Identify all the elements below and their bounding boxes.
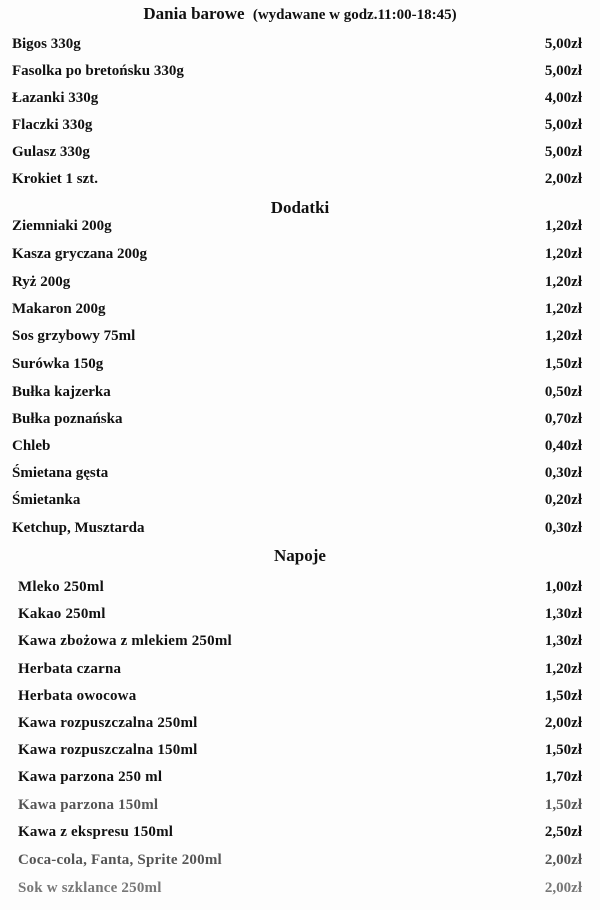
section-title-dodatki (0, 198, 600, 218)
item-name: Kawa parzona 250 ml (18, 769, 163, 785)
section-heading: Dodatki (270, 198, 330, 217)
item-name: Herbata czarna (18, 661, 122, 677)
menu-item (0, 631, 600, 651)
item-price: 4,00zł (544, 90, 582, 106)
menu-item (0, 463, 600, 483)
serving-hours-note: (wydawane w godz.11:00-18:45) (252, 7, 457, 23)
menu-item (0, 326, 600, 346)
item-price: 1,20zł (544, 301, 582, 317)
item-price: 5,00zł (544, 63, 582, 79)
menu-item (0, 822, 600, 842)
menu-item (0, 61, 600, 81)
item-price: 2,00zł (544, 880, 582, 896)
menu-item (0, 850, 600, 870)
item-price: 0,40zł (544, 438, 582, 454)
item-price: 0,30zł (544, 520, 582, 536)
menu-item (0, 354, 600, 374)
menu-item (0, 436, 600, 456)
item-name: Kawa z ekspresu 150ml (18, 824, 174, 840)
item-price: 2,50zł (544, 824, 582, 840)
item-price: 1,30zł (544, 633, 582, 649)
item-price: 1,30zł (544, 606, 582, 622)
menu-item (0, 115, 600, 135)
item-name: Chleb (12, 438, 51, 454)
menu-item (0, 713, 600, 733)
item-price: 1,20zł (544, 218, 582, 234)
item-price: 1,20zł (544, 246, 582, 262)
item-price: 1,20zł (544, 274, 582, 290)
item-name: Surówka 150g (12, 356, 104, 372)
item-price: 0,50zł (544, 384, 582, 400)
item-price: 0,20zł (544, 492, 582, 508)
item-price: 0,30zł (544, 465, 582, 481)
menu-item (0, 142, 600, 162)
item-name: Łazanki 330g (12, 90, 99, 106)
item-name: Kawa zbożowa z mlekiem 250ml (18, 633, 232, 649)
item-price: 1,50zł (544, 797, 582, 813)
section-title-napoje (0, 546, 600, 566)
item-price: 1,20zł (544, 661, 582, 677)
item-price: 2,00zł (544, 852, 582, 868)
menu-item (0, 740, 600, 760)
menu-item (0, 299, 600, 319)
item-price: 2,00zł (544, 715, 582, 731)
item-price: 1,50zł (544, 688, 582, 704)
item-name: Makaron 200g (12, 301, 106, 317)
item-name: Kakao 250ml (18, 606, 106, 622)
item-name: Bułka kajzerka (12, 384, 111, 400)
menu-item (0, 518, 600, 538)
menu-item (0, 216, 600, 236)
item-name: Kawa parzona 150ml (18, 797, 159, 813)
item-price: 1,50zł (544, 742, 582, 758)
item-name: Mleko 250ml (18, 579, 104, 595)
menu-item (0, 490, 600, 510)
item-name: Bułka poznańska (12, 411, 123, 427)
item-name: Kawa rozpuszczalna 250ml (18, 715, 198, 731)
item-price: 1,00zł (544, 579, 582, 595)
section-heading: Dania barowe (143, 4, 245, 23)
menu-item (0, 795, 600, 815)
menu-item (0, 659, 600, 679)
menu-item (0, 244, 600, 264)
menu-item (0, 88, 600, 108)
menu-item (0, 604, 600, 624)
menu-item (0, 169, 600, 189)
item-name: Gulasz 330g (12, 144, 90, 160)
section-heading: Napoje (274, 546, 326, 565)
item-name: Bigos 330g (12, 36, 81, 52)
menu-item (0, 409, 600, 429)
item-price: 2,00zł (544, 171, 582, 187)
item-name: Sok w szklance 250ml (18, 880, 162, 896)
item-name: Fasolka po bretońsku 330g (12, 63, 184, 79)
item-price: 5,00zł (544, 117, 582, 133)
item-name: Kasza gryczana 200g (12, 246, 147, 262)
menu-item (0, 272, 600, 292)
item-price: 1,70zł (544, 769, 582, 785)
item-name: Ziemniaki 200g (12, 218, 112, 234)
menu-item (0, 878, 600, 898)
menu-item (0, 382, 600, 402)
item-name: Kawa rozpuszczalna 150ml (18, 742, 198, 758)
item-name: Ryż 200g (12, 274, 71, 290)
item-name: Flaczki 330g (12, 117, 93, 133)
section-title-dania-barowe (0, 4, 600, 25)
menu-item (0, 577, 600, 597)
item-price: 0,70zł (544, 411, 582, 427)
item-price: 1,50zł (544, 356, 582, 372)
item-name: Śmietanka (12, 492, 81, 508)
item-name: Coca-cola, Fanta, Sprite 200ml (18, 852, 222, 868)
menu-item (0, 34, 600, 54)
item-name: Herbata owocowa (18, 688, 137, 704)
item-price: 1,20zł (544, 328, 582, 344)
item-name: Krokiet 1 szt. (12, 171, 98, 187)
menu-item (0, 767, 600, 787)
item-name: Sos grzybowy 75ml (12, 328, 136, 344)
item-price: 5,00zł (544, 144, 582, 160)
item-price: 5,00zł (544, 36, 582, 52)
menu-item (0, 686, 600, 706)
item-name: Śmietana gęsta (12, 465, 109, 481)
item-name: Ketchup, Musztarda (12, 520, 145, 536)
